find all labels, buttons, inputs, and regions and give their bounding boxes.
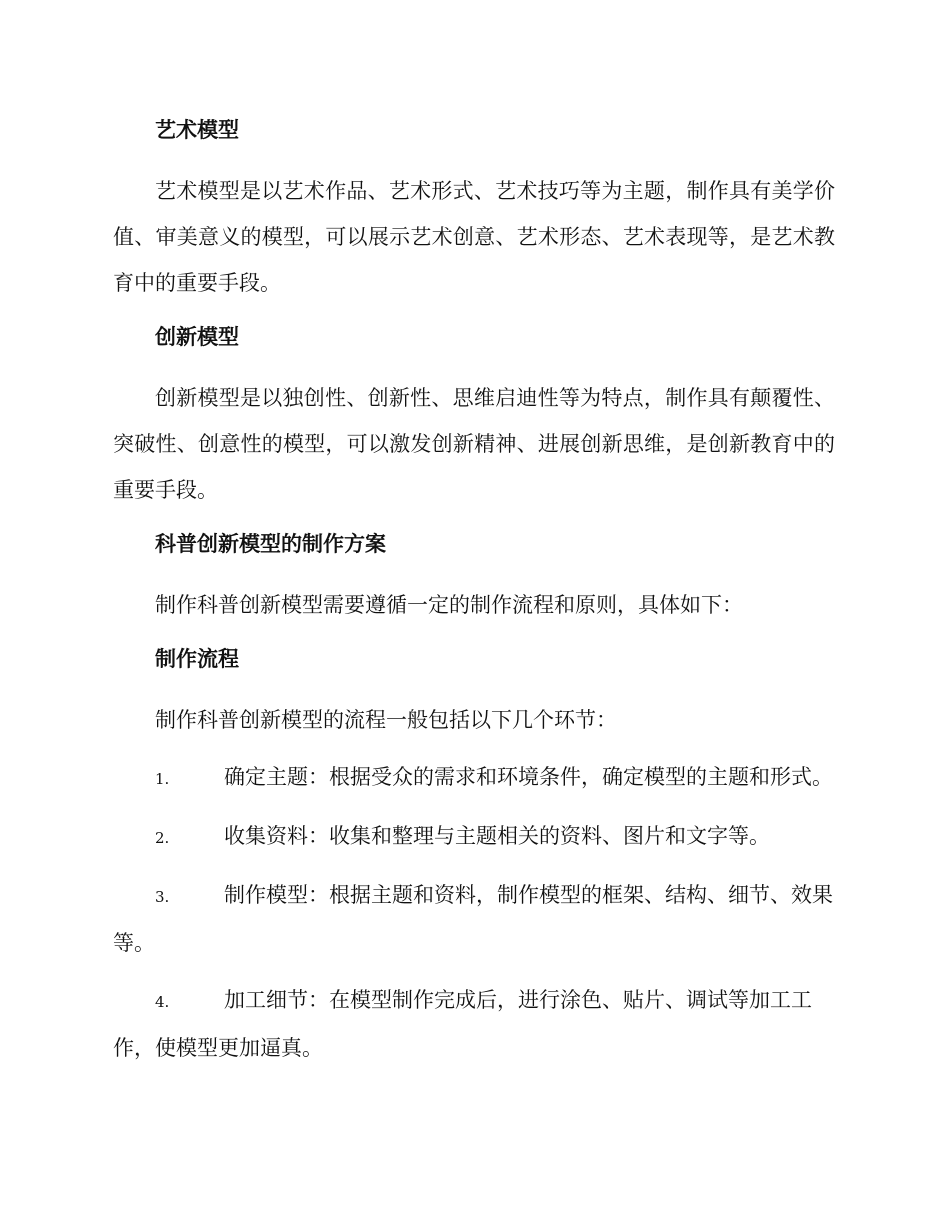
paragraph-production-plan: 制作科普创新模型需要遵循一定的制作流程和原则，具体如下： (155, 593, 743, 617)
list-item-number: 4. (155, 993, 170, 1011)
list-item-text: 收集资料：收集和整理与主题相关的资料、图片和文字等。 (224, 824, 770, 848)
heading-production-plan: 科普创新模型的制作方案 (155, 532, 386, 556)
list-item-number: 1. (155, 770, 170, 788)
list-item (113, 977, 835, 1071)
heading-production-process: 制作流程 (155, 647, 239, 671)
paragraph-art-model: 艺术模型是以艺术作品、艺术形式、艺术技巧等为主题，制作具有美学价值、审美意义的模型，可以展示艺术创意、艺术形态、艺术表现等，是艺术教育中的重要手段。 (113, 179, 835, 295)
list-item (113, 813, 835, 861)
heading-innovation-model: 创新模型 (155, 325, 239, 349)
paragraph-innovation-model: 创新模型是以独创性、创新性、思维启迪性等为特点，制作具有颠覆性、突破性、创意性的模型，可以激发创新精神、进展创新思维，是创新教育中的重要手段。 (113, 386, 835, 502)
paragraph-production-process: 制作科普创新模型的流程一般包括以下几个环节： (155, 708, 617, 732)
list-item-text: 加工细节：在模型制作完成后，进行涂色、贴片、调试等加工工作，使模型更加逼真。 (113, 988, 812, 1060)
list-item (113, 872, 835, 966)
list-item (113, 754, 835, 802)
list-item-text: 制作模型：根据主题和资料，制作模型的框架、结构、细节、效果等。 (113, 883, 833, 955)
list-item-number: 3. (155, 888, 170, 906)
list-item-text: 确定主题：根据受众的需求和环境条件，确定模型的主题和形式。 (224, 765, 833, 789)
heading-art-model: 艺术模型 (155, 118, 239, 142)
document-content (113, 110, 835, 1082)
list-item-number: 2. (155, 829, 170, 847)
